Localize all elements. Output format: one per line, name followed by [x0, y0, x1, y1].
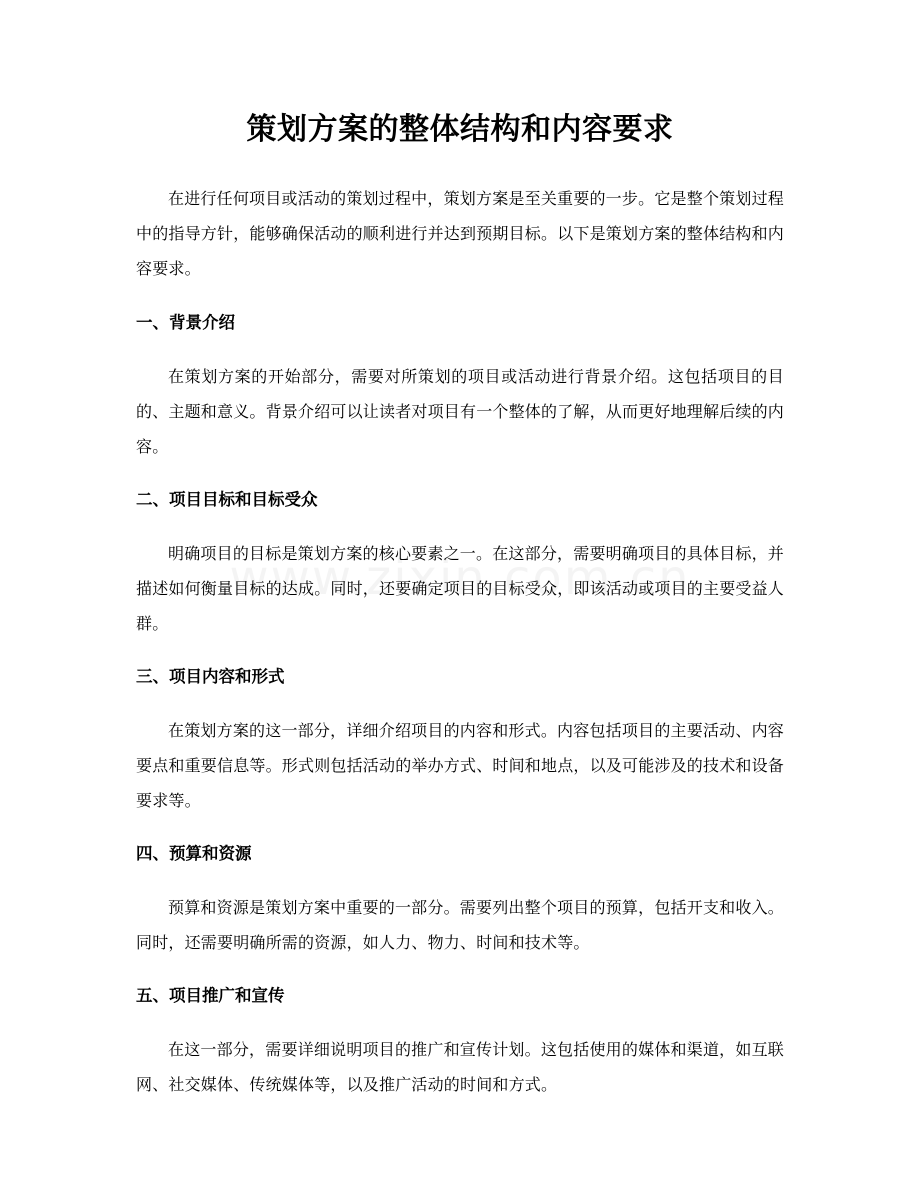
section-paragraph-1: 在策划方案的开始部分，需要对所策划的项目或活动进行背景介绍。这包括项目的目的、主题和意义。背景介绍可以让读者对项目有一个整体的了解，从而更好地理解后续的内容。	[136, 367, 785, 456]
section-paragraph-3: 在策划方案的这一部分，详细介绍项目的内容和形式。内容包括项目的主要活动、内容要点和重要信息等。形式则包括活动的举办方式、时间和地点，以及可能涉及的技术和设备要求等。	[136, 721, 785, 810]
section-heading-2: 二、项目目标和目标受众	[136, 490, 318, 509]
section-heading-3: 三、项目内容和形式	[136, 667, 285, 686]
section-paragraph-4: 预算和资源是策划方案中重要的一部分。需要列出整个项目的预算，包括开支和收入。同时，还需要明确所需的资源，如人力、物力、时间和技术等。	[136, 898, 784, 952]
document-body	[136, 181, 784, 1124]
section-heading-5: 五、项目推广和宣传	[136, 986, 285, 1005]
section-paragraph-2: 明确项目的目标是策划方案的核心要素之一。在这部分，需要明确项目的具体目标，并描述如何衡量目标的达成。同时，还要确定项目的目标受众，即该活动或项目的主要受益人群。	[136, 544, 785, 633]
document-title: 策划方案的整体结构和内容要求	[246, 112, 674, 147]
section-paragraph-5: 在这一部分，需要详细说明项目的推广和宣传计划。这包括使用的媒体和渠道，如互联网、社交媒体、传统媒体等，以及推广活动的时间和方式。	[136, 1040, 784, 1094]
section-heading-1: 一、背景介绍	[136, 313, 235, 332]
intro-paragraph: 在进行任何项目或活动的策划过程中，策划方案是至关重要的一步。它是整个策划过程中的指导方针，能够确保活动的顺利进行并达到预期目标。以下是策划方案的整体结构和内容要求。	[136, 189, 785, 278]
section-heading-4: 四、预算和资源	[136, 844, 252, 863]
